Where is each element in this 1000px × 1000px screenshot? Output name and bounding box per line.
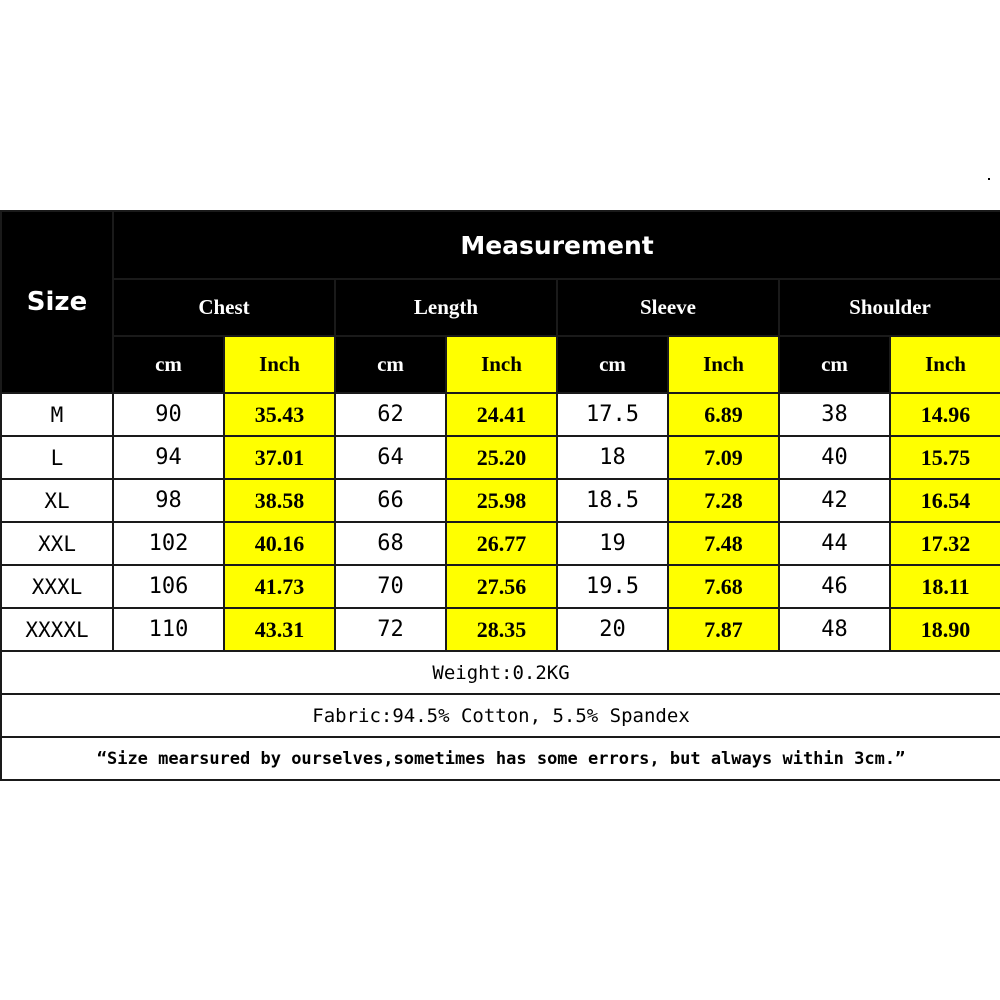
chest-cm-cell: 110	[113, 608, 224, 651]
size-cell: M	[1, 393, 113, 436]
length-inch-cell: 25.98	[446, 479, 557, 522]
disclaimer-note: “Size mearsured by ourselves,sometimes has some errors, but always within 3cm.”	[1, 737, 1000, 780]
chest-inch-cell: 38.58	[224, 479, 335, 522]
shoulder-inch-cell: 18.90	[890, 608, 1000, 651]
shoulder-cm-cell: 46	[779, 565, 890, 608]
table-row	[1, 436, 1000, 479]
sleeve-inch-cell: 7.48	[668, 522, 779, 565]
size-cell: XXXL	[1, 565, 113, 608]
chest-inch-cell: 37.01	[224, 436, 335, 479]
chest-cm-cell: 106	[113, 565, 224, 608]
length-cm-unit: cm	[335, 336, 446, 393]
shoulder-cm-unit: cm	[779, 336, 890, 393]
length-inch-unit: Inch	[446, 336, 557, 393]
size-chart-table	[0, 210, 1000, 781]
chest-inch-cell: 41.73	[224, 565, 335, 608]
shoulder-header: Shoulder	[779, 279, 1000, 336]
size-header: Size	[1, 211, 113, 393]
sleeve-inch-cell: 7.09	[668, 436, 779, 479]
size-cell: XXXXL	[1, 608, 113, 651]
shoulder-cm-cell: 48	[779, 608, 890, 651]
chest-cm-unit: cm	[113, 336, 224, 393]
shoulder-inch-cell: 14.96	[890, 393, 1000, 436]
table-row	[1, 393, 1000, 436]
stray-dot	[988, 178, 990, 180]
table-row	[1, 522, 1000, 565]
length-inch-cell: 26.77	[446, 522, 557, 565]
sleeve-cm-cell: 18	[557, 436, 668, 479]
length-inch-cell: 28.35	[446, 608, 557, 651]
chest-header: Chest	[113, 279, 335, 336]
length-cm-cell: 62	[335, 393, 446, 436]
shoulder-inch-cell: 15.75	[890, 436, 1000, 479]
length-header: Length	[335, 279, 557, 336]
chest-cm-cell: 94	[113, 436, 224, 479]
sleeve-inch-unit: Inch	[668, 336, 779, 393]
length-cm-cell: 72	[335, 608, 446, 651]
chest-cm-cell: 98	[113, 479, 224, 522]
table-row	[1, 608, 1000, 651]
sleeve-header: Sleeve	[557, 279, 779, 336]
sleeve-inch-cell: 7.28	[668, 479, 779, 522]
shoulder-cm-cell: 38	[779, 393, 890, 436]
sleeve-inch-cell: 6.89	[668, 393, 779, 436]
size-cell: XXL	[1, 522, 113, 565]
chest-inch-cell: 40.16	[224, 522, 335, 565]
length-inch-cell: 25.20	[446, 436, 557, 479]
length-cm-cell: 70	[335, 565, 446, 608]
shoulder-inch-cell: 18.11	[890, 565, 1000, 608]
shoulder-inch-cell: 16.54	[890, 479, 1000, 522]
sleeve-cm-cell: 20	[557, 608, 668, 651]
shoulder-inch-cell: 17.32	[890, 522, 1000, 565]
size-cell: XL	[1, 479, 113, 522]
chest-cm-cell: 90	[113, 393, 224, 436]
chest-inch-unit: Inch	[224, 336, 335, 393]
chest-inch-cell: 43.31	[224, 608, 335, 651]
length-cm-cell: 68	[335, 522, 446, 565]
length-inch-cell: 24.41	[446, 393, 557, 436]
sleeve-cm-cell: 17.5	[557, 393, 668, 436]
sleeve-cm-cell: 19	[557, 522, 668, 565]
shoulder-cm-cell: 42	[779, 479, 890, 522]
sleeve-cm-cell: 18.5	[557, 479, 668, 522]
shoulder-cm-cell: 40	[779, 436, 890, 479]
chest-cm-cell: 102	[113, 522, 224, 565]
sleeve-inch-cell: 7.68	[668, 565, 779, 608]
shoulder-cm-cell: 44	[779, 522, 890, 565]
chest-inch-cell: 35.43	[224, 393, 335, 436]
measurement-header: Measurement	[113, 211, 1000, 279]
length-cm-cell: 64	[335, 436, 446, 479]
sleeve-cm-cell: 19.5	[557, 565, 668, 608]
sleeve-cm-unit: cm	[557, 336, 668, 393]
length-inch-cell: 27.56	[446, 565, 557, 608]
fabric-note: Fabric:94.5% Cotton, 5.5% Spandex	[1, 694, 1000, 737]
weight-note: Weight:0.2KG	[1, 651, 1000, 694]
sleeve-inch-cell: 7.87	[668, 608, 779, 651]
length-cm-cell: 66	[335, 479, 446, 522]
shoulder-inch-unit: Inch	[890, 336, 1000, 393]
table-row	[1, 479, 1000, 522]
table-row	[1, 565, 1000, 608]
size-cell: L	[1, 436, 113, 479]
